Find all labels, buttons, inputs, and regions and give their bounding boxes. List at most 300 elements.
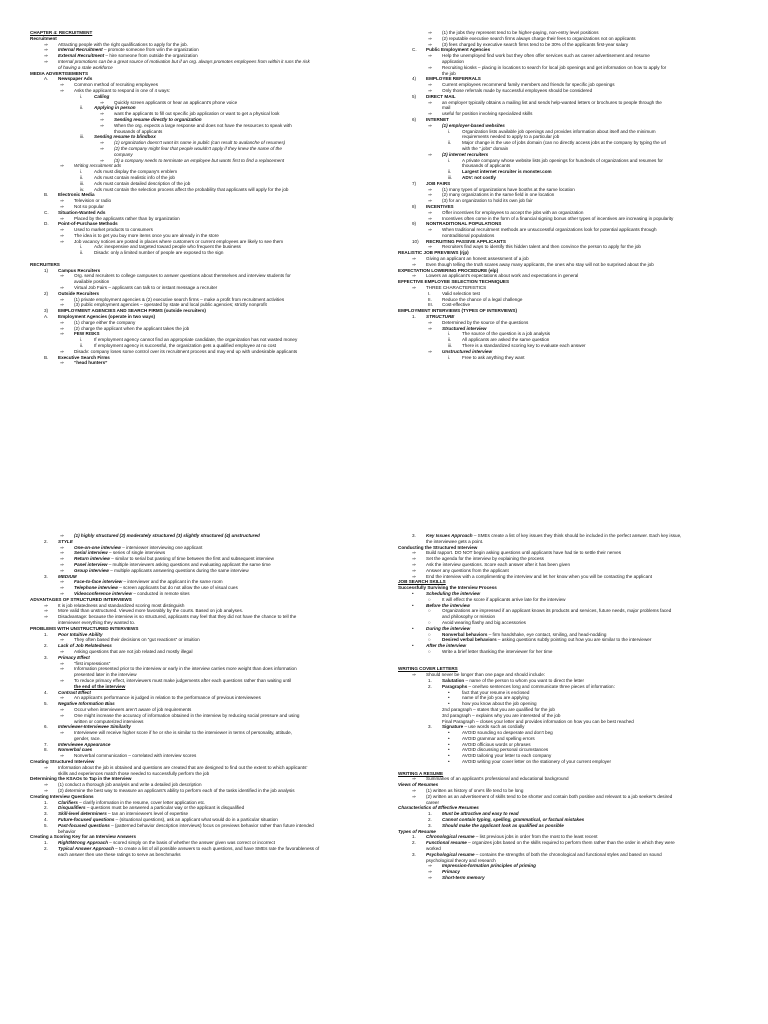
line-text: Organizations are impressed if an applicant knows its products and services, future needs, major problems faced	[442, 608, 672, 614]
line-text: One might increase the accuracy of information obtained in the interview by reducing social pressure and using	[74, 712, 300, 718]
line-text: An applicant's performance is judged in relation to the performance of previous interviewees	[74, 695, 261, 701]
list-marker: 6.	[44, 724, 48, 730]
list-marker: ⇒	[60, 331, 64, 337]
line-text: an employer typically obtains a mailing list and sends help-wanted letters or brochures to people through the	[442, 99, 662, 105]
list-marker: ⇒	[412, 788, 416, 794]
line-text: Summaries of an applicant's professional and educational background	[426, 776, 569, 782]
line-text: (2) determine the best way to measure an applicant's ability to perform each of the tasks identified in the job analysis	[58, 788, 295, 794]
line-text: Nonverbal behaviors – firm handshake, eye contact, smiling, and head-nodding	[442, 631, 607, 637]
line-text: want the applicants to fill out specific job application or want to get a physical look	[114, 111, 280, 117]
line-text: Typical Answer Approach – to create a list of all possible answers to each questions, and have SMEs rate the favorableness of	[58, 846, 320, 852]
line-text: Primacy	[442, 869, 460, 875]
line-text: (3) public employment agencies – operated by state and local public agencies; strictly nonprofit	[74, 302, 267, 308]
list-marker: ⇒	[428, 99, 432, 105]
list-marker: i.	[448, 354, 451, 360]
list-marker: ⇒	[60, 296, 64, 302]
list-marker: ⇒	[428, 151, 432, 157]
line-text: Organization lists available job openings and provides information about itself and the minimum	[462, 128, 656, 134]
line-text: (2) charge the applicant when the applicant takes the job	[74, 325, 190, 331]
list-marker: ⇒	[428, 87, 432, 93]
list-marker: ⇒	[60, 561, 64, 567]
line-text: “head hunters”	[74, 360, 108, 366]
list-marker: ⇒	[428, 35, 432, 41]
text-line	[398, 355, 673, 361]
line-text: Face-to-face interview – interviewer and the applicant in the same room	[74, 579, 223, 585]
list-marker: •	[448, 701, 450, 707]
list-marker: ⇒	[60, 163, 64, 169]
line-text: Disqualifiers – questions must be answered a particular way or the applicant is disqualified	[58, 805, 245, 811]
list-marker: ⇒	[60, 695, 64, 701]
line-text: Placed by the applicants rather than by organization	[74, 215, 180, 221]
list-marker: ⇒	[60, 556, 64, 562]
line-text: Scheduling the interview	[426, 590, 481, 596]
list-marker: ○	[428, 648, 431, 654]
line-text: AVOID discussing personal circumstances	[462, 747, 549, 753]
list-marker: 1.	[44, 840, 48, 846]
line-text: RECRUITING PASSIVE APPLICANTS	[426, 238, 506, 244]
line-text: THREE CHARACTERISTICS	[426, 285, 487, 291]
text-line	[30, 852, 319, 858]
list-marker: II.	[428, 296, 432, 302]
line-text: Writing recruitment ads	[74, 163, 122, 169]
list-marker: ⇒	[428, 30, 432, 35]
list-marker: ⇒	[412, 285, 416, 291]
list-marker: 3.	[44, 811, 48, 817]
list-marker: ⇒	[428, 875, 432, 881]
list-marker: ⇒	[100, 116, 104, 122]
list-marker: ⇒	[60, 706, 64, 712]
list-marker: D.	[44, 221, 49, 227]
line-text: (1) highly structured (2) moderately structured (3) slightly structured (4) unstructured	[74, 533, 260, 538]
list-marker: 1.	[44, 799, 48, 805]
line-text: Information about the job is obtained and questions are created that are designed to find out the extent to which applicants'	[58, 764, 308, 770]
line-text: written or computerized interviews	[74, 718, 144, 724]
line-text: Unstructured interview	[442, 348, 493, 354]
list-marker: ⇒	[100, 140, 104, 146]
list-marker: C.	[44, 209, 49, 215]
line-text: behavior	[58, 828, 76, 834]
line-text: PROBLEMS WITH UNSTRUCTURED INTERVIEWS	[30, 625, 139, 631]
line-text: Recruiting kiosks – placing in locations to search for local job openings and get information on how to apply for	[442, 64, 667, 70]
line-text: FEW RISKS	[74, 331, 100, 337]
list-marker: •	[412, 590, 414, 596]
line-text: (2) internet recruiters	[442, 151, 489, 157]
list-marker: 1.	[44, 631, 48, 637]
list-marker: ⇒	[428, 244, 432, 250]
line-text: They often based their decisions on “gut reactions” or intuition	[74, 637, 200, 643]
line-text: with the “.jobs” domain	[462, 145, 509, 151]
line-text: Internal promotions can be a great source of motivation but if an org. always promotes employees from within it runs the risk	[58, 58, 310, 64]
list-marker: ⇒	[60, 215, 64, 221]
line-text: Org. send recruiters to college campuses to answer questions about themselves and interview students for	[74, 273, 291, 279]
line-text: 3rd paragraph – explains why you are interested of the job	[442, 712, 561, 718]
list-marker: ⇒	[60, 550, 64, 556]
list-marker: 4.	[44, 689, 48, 695]
line-text: Salutation – name of the person to whom you want to direct the letter	[442, 677, 584, 683]
line-text: Creating Structured Interview	[30, 759, 95, 765]
line-text: Panel interview – multiple interviewers asking questions and evaluating applicant the same time	[74, 561, 271, 567]
list-marker: ⇒	[60, 648, 64, 654]
line-text: presented later in the interview	[74, 672, 137, 678]
line-text: (2) many organizations in the same field in one location	[442, 192, 555, 198]
line-text: how you know about the job opening	[462, 701, 537, 707]
list-marker: 10)	[412, 238, 419, 244]
list-marker: ⇒	[412, 273, 416, 279]
list-marker: iii.	[448, 174, 453, 180]
quadrant-q4	[398, 533, 681, 881]
line-text: The source of the question is a job analysis	[462, 331, 551, 337]
list-marker: 7.	[44, 741, 48, 747]
list-marker: •	[448, 689, 450, 695]
line-text: Lowers an applicant's expectations about work and expectations in general	[426, 273, 579, 279]
line-text: (1) written as history of one's life tend to be long	[426, 788, 524, 794]
line-text: (1) organization doesn't want its name in public (can result to avalanche of resumes)	[114, 140, 286, 146]
line-text: DIRECT MAIL	[426, 93, 456, 99]
line-text: Recruitment	[30, 35, 57, 41]
line-text: the job	[442, 70, 456, 76]
line-text: Even though telling the truth scares away many applicants, the ones who stay will not be surprised about the job	[426, 261, 654, 267]
line-text: Ads must display the company's emblem	[94, 169, 178, 175]
list-marker: ⇒	[412, 550, 416, 556]
list-marker: ⇒	[412, 567, 416, 573]
line-text: Successfully Surviving the Interview Process	[398, 585, 497, 591]
list-marker: I.	[428, 290, 431, 296]
line-text: Serial interview – series of single interviews	[74, 550, 166, 556]
line-text: requirements needed to apply to a particular job	[462, 134, 560, 140]
line-text: the interviewee gets a point.	[426, 538, 484, 544]
line-text: Views of Resumes	[398, 782, 439, 788]
list-marker: ⇒	[412, 556, 416, 562]
line-text: the end of the interview	[74, 683, 126, 689]
list-marker: 2.	[44, 643, 48, 649]
line-text: Campus Recruiters	[58, 267, 101, 273]
list-marker: 1.	[428, 677, 432, 683]
list-marker: ⇒	[428, 41, 432, 47]
list-marker: ⇒	[60, 360, 64, 366]
list-marker: ⇒	[60, 677, 64, 683]
line-text: Write a brief letter thanking the interviewer for her time	[442, 648, 553, 654]
list-marker: 2.	[44, 538, 48, 544]
line-text: MEDIA ADVERTISEMENTS	[30, 70, 89, 76]
line-text: Lack of Job Relatedness	[58, 643, 112, 649]
list-marker: ⇒	[100, 99, 104, 105]
list-marker: ⇒	[428, 348, 432, 354]
list-marker: ⇒	[60, 579, 64, 585]
list-marker: i.	[80, 93, 83, 99]
line-text: (1) employer-based websites	[442, 122, 505, 128]
list-marker: ⇒	[60, 238, 64, 244]
list-marker: ⇒	[100, 122, 104, 128]
list-marker: 2.	[412, 840, 416, 846]
line-text: AVOID tailoring your letter to each company	[462, 753, 552, 759]
list-marker: ⇒	[44, 602, 48, 608]
line-text: Desired verbal behaviors – asking questions subtly pointing out how you are similar to the interviewer	[442, 637, 652, 643]
list-marker: ⇒	[428, 198, 432, 204]
list-marker: •	[448, 730, 450, 736]
list-marker: iv.	[80, 186, 85, 192]
line-text: Electronic Media	[58, 192, 95, 198]
list-marker: 1.	[412, 834, 416, 840]
line-text: Information presented prior to the interview or early in the interview carries more weight than does information	[74, 666, 297, 672]
list-marker: ⇒	[428, 64, 432, 70]
list-marker: 1)	[44, 267, 49, 273]
line-text: Offer incentives for employees to accept the jobs with an organization	[442, 209, 584, 215]
list-marker: ⇒	[60, 533, 64, 538]
line-text: Adv: inexpensive and targeted toward people who frequent the business	[94, 244, 241, 250]
list-marker: ⇒	[44, 41, 48, 47]
line-text: After the interview	[426, 643, 467, 649]
list-marker: 2.	[428, 817, 432, 823]
line-text: Major change is the use of jobs domain (can no directly access jobs at the company by typing the url	[462, 140, 667, 146]
line-text: More valid than unstructured. Viewed more favorably by the courts. Based on job analyses.	[58, 608, 244, 614]
list-marker: i.	[80, 337, 83, 343]
list-marker: iii.	[80, 134, 85, 140]
line-text: If employment agency cannot find an appropriate candidate, the organization has not wasted money	[94, 337, 298, 343]
line-text: Not so popular	[74, 203, 104, 209]
line-text: Reduce the chance of a legal challenge	[442, 296, 523, 302]
line-text: A private company whose website lists job openings for hundreds of organizations and resumes for	[462, 157, 663, 163]
list-marker: ⇒	[60, 285, 64, 291]
list-marker: 3.	[44, 573, 48, 579]
list-marker: ⇒	[428, 325, 432, 331]
list-marker: •	[412, 602, 414, 608]
list-marker: ii.	[80, 105, 84, 111]
line-text: One-on-one interview – interviewer interviewing one applicant	[74, 544, 203, 550]
list-marker: •	[448, 747, 450, 753]
line-text: (2) reputable executive search firms always charge their fees to organizations not on applicants	[442, 35, 636, 41]
line-text: Conducting the Structured Interview	[398, 544, 478, 550]
line-text: Creating a Scoring Key for an Interview Answers	[30, 834, 137, 840]
list-marker: ⇒	[428, 869, 432, 875]
list-marker: A.	[44, 314, 49, 320]
list-marker: ○	[428, 608, 431, 614]
line-text: Attracting people with the right qualifications to apply for the job.	[58, 41, 188, 47]
line-text: Nonverbal communication – correlated with interview scores	[74, 753, 197, 759]
list-marker: ⇒	[412, 776, 416, 782]
line-text: AVOID sounding so desperate and don't beg	[462, 730, 553, 736]
list-marker: ⇒	[100, 157, 104, 163]
line-text: WRITING A RESUME	[398, 770, 444, 776]
line-text: Giving an applicant an honest assessment of a job	[426, 256, 529, 262]
list-marker: 5)	[412, 93, 417, 99]
list-marker: ⇒	[60, 712, 64, 718]
line-text: application	[442, 58, 464, 64]
list-marker: ⇒	[428, 863, 432, 869]
list-marker: 4.	[44, 817, 48, 823]
list-marker: ⇒	[44, 614, 48, 620]
list-marker: 7)	[412, 180, 417, 186]
list-marker: ii.	[80, 343, 84, 349]
list-marker: 3.	[44, 654, 48, 660]
line-text: Psychological resume – contains the strengths of both the chronological and functional styles and based on sound	[426, 851, 662, 857]
line-text: External Recruitment – hire someone from outside the organization	[58, 53, 198, 59]
line-text: All applicants are asked the same question	[462, 337, 550, 343]
list-marker: i.	[80, 169, 83, 175]
line-text: mail	[442, 105, 451, 111]
line-text: Job vacancy notices are posted in places where customers or current employees are likely to see them	[74, 238, 284, 244]
list-marker: B.	[44, 192, 49, 198]
list-marker: •	[448, 753, 450, 759]
line-text: Free to ask anything they want	[462, 354, 525, 360]
line-text: Past-focused questions – (patterned behavior description interviews) focus on previews behavior rather than future intended	[58, 822, 314, 828]
line-text: During the interview	[426, 625, 471, 631]
line-text: Largest internet recruiter is monster.com	[462, 169, 552, 175]
list-marker: 2.	[44, 846, 48, 852]
line-text: Situation-Wanted Ads	[58, 209, 106, 215]
list-marker: ⇒	[428, 82, 432, 88]
list-marker: ii.	[448, 140, 452, 146]
list-marker: 8.	[44, 747, 48, 753]
line-text: ADV: not costly	[462, 174, 496, 180]
line-text: Return interview – similar to serial but passing of time between the first and subsequent interview	[74, 556, 274, 562]
line-text: End the interview with a complimenting the interview and let her know when you will be contacting the applicant	[426, 573, 652, 579]
line-text: RECRUITERS	[30, 261, 60, 267]
line-text: thousands of applicants	[462, 163, 511, 169]
line-text: Used to market products to consumers	[74, 227, 153, 233]
line-text: JOB FAIRS	[426, 180, 451, 186]
line-text: Structured interview	[442, 325, 487, 331]
list-marker: B.	[44, 354, 49, 360]
line-text: (1) the jobs they represent tend to be higher-paying, non-entry level positions	[442, 30, 599, 35]
line-text: Final Paragraph – closes your letter and provides information on how you can be best reached	[442, 718, 634, 724]
list-marker: ii.	[448, 337, 452, 343]
list-marker: ⇒	[60, 585, 64, 591]
line-text: Characteristics of Effective Resumes	[398, 805, 479, 811]
line-text: STRUCTURE	[426, 314, 455, 320]
line-text: Employment Agencies (operate in two ways)	[58, 314, 156, 320]
line-text: nontraditional populations	[442, 232, 495, 238]
list-marker: ⇒	[60, 302, 64, 308]
line-text: Newspaper Ads	[58, 76, 93, 82]
list-marker: ⇒	[428, 186, 432, 192]
list-marker: iii.	[80, 180, 85, 186]
line-text: Cannot contain typing, spelling, grammatical, or factual mistakes	[442, 817, 585, 823]
list-marker: i.	[448, 157, 451, 163]
list-marker: iii.	[448, 343, 453, 349]
line-text: interviewer everything they wanted to.	[58, 619, 136, 625]
list-marker: •	[448, 759, 450, 765]
line-text: Internal Recruitment – promote someone from w/in the organization	[58, 47, 199, 53]
list-marker: 5.	[44, 822, 48, 828]
line-text: (2) written as an advertisement of skills tend to be shorter and contain both positive and relevant to a job seeker's desired	[426, 793, 673, 799]
list-marker: 2.	[44, 805, 48, 811]
line-text: Clarifiers – clarify information in the resume, cover letter application etc.	[58, 799, 206, 805]
line-text: Incentives often come in the form of a financial signing bonus other types of incentives are increasing in popularity	[442, 215, 674, 221]
list-marker: ⇒	[60, 87, 64, 93]
list-marker: •	[412, 643, 414, 649]
line-text: Executive Search Firms	[58, 354, 110, 360]
list-marker: A.	[44, 76, 49, 82]
list-marker: ⇒	[44, 47, 48, 53]
list-marker: ⇒	[412, 261, 416, 267]
line-text: Occur when interviewers aren't aware of job requirements	[74, 706, 192, 712]
line-text: Current employees recommend family members and friends for specific job openings	[442, 82, 615, 88]
list-marker: ⇒	[60, 203, 64, 209]
line-text: fact that your resume is enclosed	[462, 689, 530, 695]
list-marker: ⇒	[60, 319, 64, 325]
line-text: psychological theory and research	[426, 857, 496, 863]
list-marker: ⇒	[428, 319, 432, 325]
list-marker: ⇒	[60, 82, 64, 88]
line-text: WRITING COVER LETTERS	[398, 666, 458, 672]
list-marker: 1.	[412, 314, 416, 320]
line-text: Quickly screen applicants or hear an applicant's phone voice	[114, 99, 238, 105]
line-text: Asks the applicant to respond in one of 4 ways:	[74, 87, 171, 93]
line-text: Sending resume to blindbox	[94, 134, 156, 140]
line-text: Determining the KSAOs to Tap in the Interview	[30, 776, 132, 782]
line-text: Contrast Effect	[58, 689, 91, 695]
line-text: Applying in person	[94, 105, 136, 111]
line-text: Help the unemployed find work but they often offer services such as career advertisement and resume	[442, 53, 650, 59]
list-marker: ii.	[80, 174, 84, 180]
line-text: company	[114, 151, 133, 157]
line-text: Telephone interview – screen applicants but do not allow the use of visual cues	[74, 585, 238, 591]
line-text: Types of Resume	[398, 828, 436, 834]
line-text: Recruiters find ways to identify this hidden talent and then convince the person to apply for the job	[442, 244, 641, 250]
line-text: (2) the company might fear that people wouldn't apply if they knew the name of the	[114, 145, 282, 151]
line-text: Poor Intuitive Ability	[58, 631, 103, 637]
line-text: INCENTIVES	[426, 203, 454, 209]
list-marker: ⇒	[100, 111, 104, 117]
line-text: (1) conduct a thorough job analysis and write a detailed job description	[58, 782, 202, 788]
list-marker: ⇒	[428, 192, 432, 198]
line-text: Disadvantage: because the interview is so structured, applicants may feel that they did not have the chance to tell the	[58, 614, 297, 620]
line-text: Set the agenda for the interview by explaining the process	[426, 556, 544, 562]
list-marker: 1.	[428, 811, 432, 817]
list-marker: ⇒	[428, 111, 432, 117]
line-text: Signature – use words such as cordially	[442, 724, 525, 730]
line-text: Outside Recruiters	[58, 290, 100, 296]
line-text: Public Employment Agencies	[426, 47, 491, 53]
line-text: EMPLOYMENT INTERVIEWS (TYPES OF INTERVIEWS)	[398, 308, 518, 314]
line-text: REALISTIC JOB PREVIEWS (rjp)	[398, 250, 469, 256]
line-text: useful for position involving specialized skills	[442, 111, 533, 117]
line-text: Nonverbal cues	[58, 747, 93, 753]
line-text: (3) for an organization to hold its own job fair	[442, 198, 533, 204]
line-text: Television or radio	[74, 198, 112, 204]
list-marker: 5.	[44, 701, 48, 707]
line-text: Sending resume directly to organization	[114, 116, 202, 122]
list-marker: ⇒	[60, 232, 64, 238]
line-text: Group interview – multiple applicants answering questions during the same interview	[74, 567, 249, 573]
line-text: Build rapport. DO NOT begin asking questions until applicants have had tie to settle their nerves	[426, 550, 622, 556]
line-text: Primacy Effect	[58, 654, 90, 660]
line-text: There is a standardized scoring key to evaluate each answer	[462, 343, 586, 349]
line-text: EXPECTATION LOWERING PROCEDURE (elp)	[398, 267, 499, 273]
line-text: Negative Information Bias	[58, 701, 115, 707]
list-marker: C.	[412, 47, 417, 53]
line-text: AVOID grammar and spelling errors	[462, 735, 535, 741]
line-text: Creating Interview Questions	[30, 793, 94, 799]
line-text: Should make the applicant look as qualified as possible	[442, 822, 564, 828]
line-text: NONTRADITIONAL POPULATIONS	[426, 221, 502, 227]
line-text: When the org. expects a large response and does not have the resources to speak with	[114, 122, 292, 128]
line-text: “first impressions”	[74, 660, 111, 666]
line-text: Common method of recruiting employees	[74, 82, 159, 88]
list-marker: 4)	[412, 76, 417, 82]
line-text: and philosophy or mission	[442, 614, 496, 620]
line-text: Videoconference interview – conducted in remote sites	[74, 590, 190, 596]
line-text: (3) fees charged by executive search firms tend to be 30% of the applicants first-year salary	[442, 41, 629, 47]
list-marker: i.	[448, 128, 451, 134]
list-marker: ⇒	[44, 53, 48, 59]
line-text: Only those referrals made by successful employees should be considered	[442, 87, 593, 93]
line-text: ADVANTAGES OF STRUCTURED INTERVIEWS	[30, 596, 132, 602]
list-marker: •	[448, 741, 450, 747]
line-text: Ads must contain detailed description of the job	[94, 180, 191, 186]
list-marker: ii.	[80, 250, 84, 256]
list-marker: 3.	[412, 533, 416, 538]
